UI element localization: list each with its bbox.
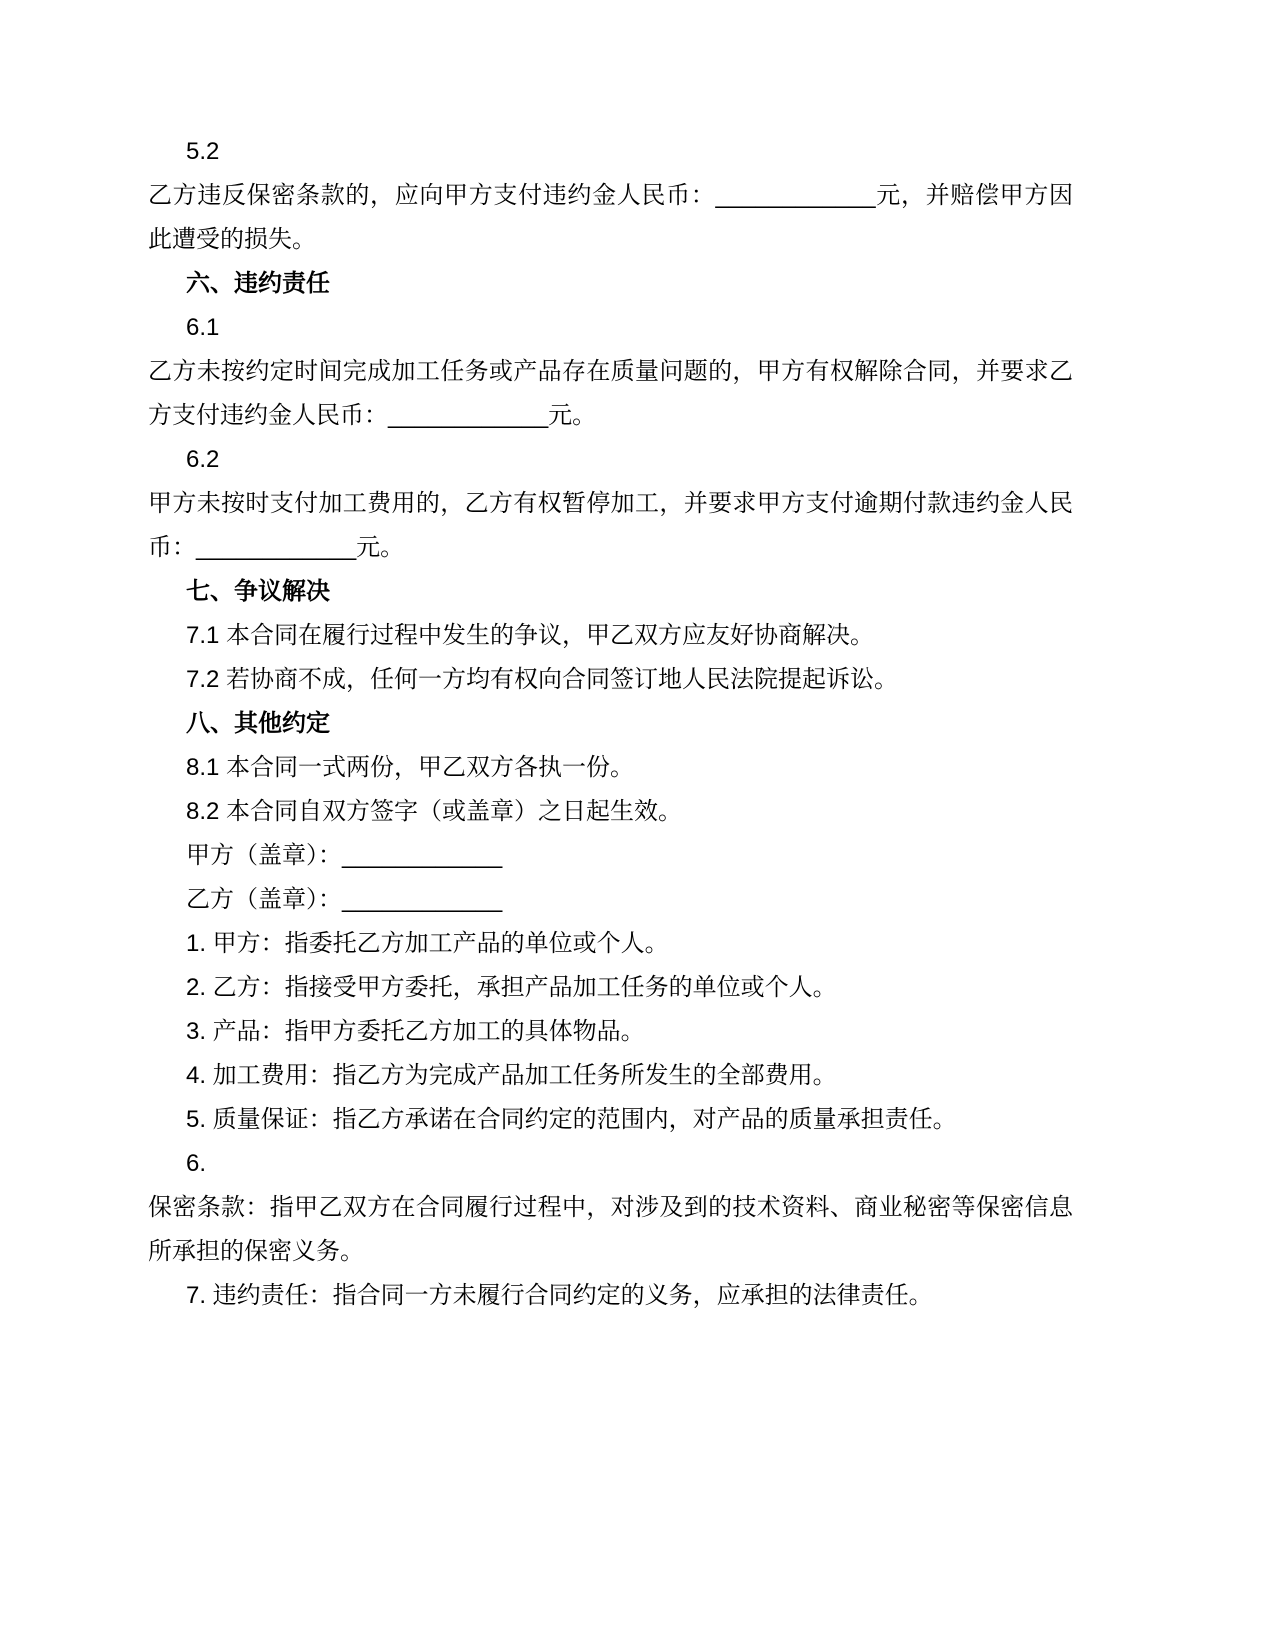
paragraph-9: 7.1 本合同在履行过程中发生的争议，甲乙双方应友好协商解决。	[186, 622, 875, 649]
paragraph-20: 5. 质量保证：指乙方承诺在合同约定的范围内，对产品的质量承担责任。	[186, 1106, 957, 1133]
paragraph-13: 8.2 本合同自双方签字（或盖章）之日起生效。	[186, 798, 683, 825]
paragraph-2: 乙方违反保密条款的，应向甲方支付违约金人民币：____________元，并赔偿甲方因此遭受的损失。	[148, 182, 1073, 253]
paragraph-17: 2. 乙方：指接受甲方委托，承担产品加工任务的单位或个人。	[186, 974, 837, 1001]
paragraph-5: 乙方未按约定时间完成加工任务或产品存在质量问题的，甲方有权解除合同，并要求乙方支付违约金人民币：____________元。	[148, 358, 1073, 429]
paragraph-1: 5.2	[186, 138, 220, 165]
section-heading: 六、违约责任	[186, 270, 330, 297]
paragraph-14: 甲方（盖章）：____________	[186, 842, 503, 869]
paragraph-18: 3. 产品：指甲方委托乙方加工的具体物品。	[186, 1018, 645, 1045]
paragraph-22: 保密条款：指甲乙双方在合同履行过程中，对涉及到的技术资料、商业秘密等保密信息所承担的保密义务。	[148, 1194, 1073, 1265]
paragraph-19: 4. 加工费用：指乙方为完成产品加工任务所发生的全部费用。	[186, 1062, 837, 1089]
paragraph-23: 7. 违约责任：指合同一方未履行合同约定的义务，应承担的法律责任。	[186, 1282, 933, 1309]
section-heading: 七、争议解决	[186, 578, 330, 605]
section-heading: 八、其他约定	[186, 710, 330, 737]
paragraph-10: 7.2 若协商不成，任何一方均有权向合同签订地人民法院提起诉讼。	[186, 666, 899, 693]
paragraph-16: 1. 甲方：指委托乙方加工产品的单位或个人。	[186, 930, 669, 957]
paragraph-6: 6.2	[186, 446, 220, 473]
paragraph-4: 6.1	[186, 314, 220, 341]
paragraph-12: 8.1 本合同一式两份，甲乙双方各执一份。	[186, 754, 635, 781]
paragraph-21: 6.	[186, 1150, 207, 1177]
paragraph-7: 甲方未按时支付加工费用的，乙方有权暂停加工，并要求甲方支付逾期付款违约金人民币：____________元。	[148, 490, 1073, 561]
paragraph-15: 乙方（盖章）：____________	[186, 886, 503, 913]
document-content	[148, 130, 1073, 1318]
